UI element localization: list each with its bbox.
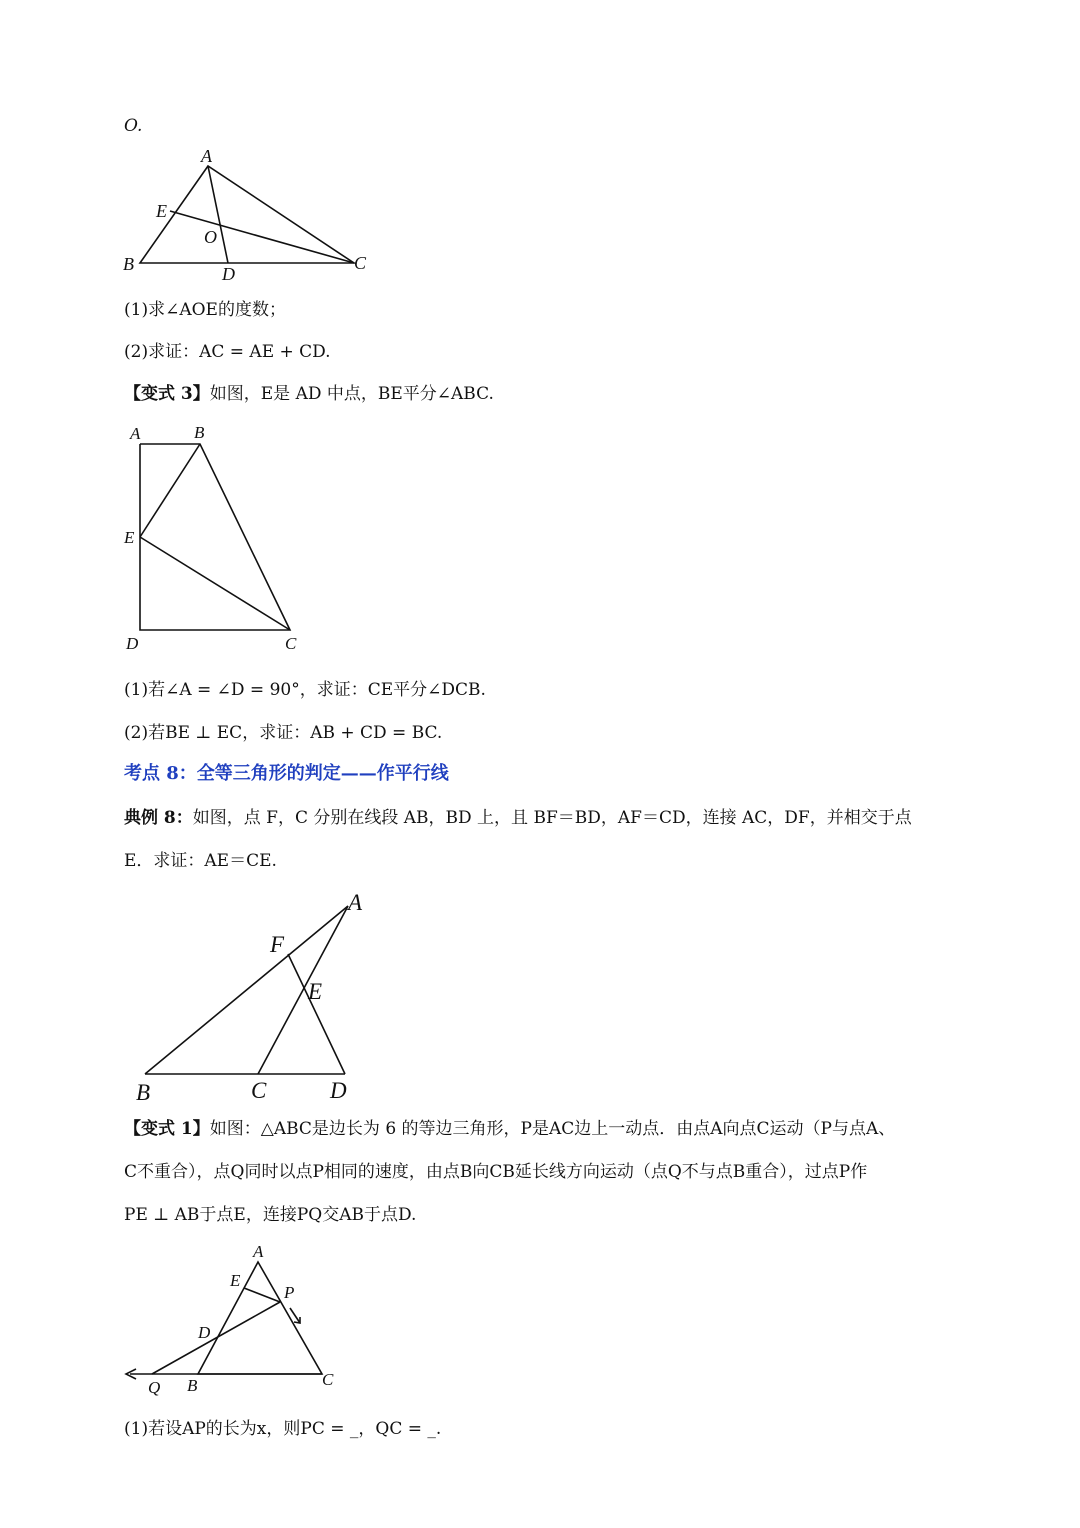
label-d: D [222,264,235,284]
triangle-abc [140,166,354,263]
label-c: C [354,253,367,273]
label-a: A [201,146,212,166]
variant3-statement-line [124,382,494,406]
variant1-line1: 如图：△ABC是边长为 6 的等边三角形，P是AC边上一动点．由点A向点C运动（P与点A、 [209,1119,896,1139]
problem-a-q1: (1)求∠AOE的度数； [124,300,286,320]
variant1-line1-row [124,1117,895,1141]
label-f: F [270,932,285,957]
segment-be [140,444,200,537]
label-e: E [124,528,135,547]
variant3-header: 【变式 3】 [124,384,210,404]
label-a: A [348,890,363,915]
label-p: P [284,1283,295,1302]
label-e: E [156,201,167,221]
figure-example8 [120,882,380,1107]
variant1-line3: PE ⊥ AB于点E，连接PQ交AB于点D. [124,1205,417,1225]
label-d: D [126,634,139,653]
label-c: C [322,1370,334,1389]
example8-line2: E．求证：AE＝CE. [124,851,277,871]
label-b: B [123,254,134,274]
variant1-q1: (1)若设AP的长为x，则PC = _，QC = _. [124,1419,442,1439]
quad-outline [140,444,290,630]
label-c: C [285,634,297,653]
segment-ad [208,166,228,263]
label-e: E [308,979,323,1004]
variant3-q1: (1)若∠A = ∠D = 90°，求证：CE平分∠DCB. [124,680,486,700]
variant3-statement: 如图，E是 AD 中点，BE平分∠ABC. [209,384,494,404]
label-d: D [330,1078,347,1103]
example8-label: 典例 8： [124,808,193,828]
segment-fd [288,954,345,1074]
segment-ce [170,211,354,263]
label-a: A [253,1242,264,1261]
variant3-q2: (2)若BE ⊥ EC，求证：AB + CD = BC. [124,723,443,743]
label-b: B [194,423,205,442]
label-o: O [204,227,217,247]
label-a: A [130,424,141,443]
label-d: D [198,1323,211,1342]
example8-line1-row [124,806,912,830]
example8-line1: 如图，点 F，C 分别在线段 AB，BD 上，且 BF＝BD，AF＝CD，连接 AC，DF，并相交于点 [192,808,912,828]
triangle-abc [198,1262,322,1374]
problem-a-q2: (2)求证：AC = AE + CD. [124,342,331,362]
label-q: Q [148,1378,161,1397]
label-c: C [251,1078,267,1103]
label-e: E [230,1271,241,1290]
label-b: B [187,1376,198,1395]
label-b: B [136,1080,151,1105]
variant1-line2: C不重合），点Q同时以点P相同的速度，由点B向CB延长线方向运动（点Q不与点B重合），过点P作 [124,1162,868,1182]
variant1-header: 【变式 1】 [124,1119,210,1139]
figure-triangle-aoe [118,142,378,287]
segment-pq [152,1302,280,1374]
section8-title: 考点 8：全等三角形的判定——作平行线 [124,763,449,784]
figure-quadrilateral-abcd [118,420,318,660]
figure-variant1 [118,1240,358,1400]
top-fragment: O. [124,116,143,136]
